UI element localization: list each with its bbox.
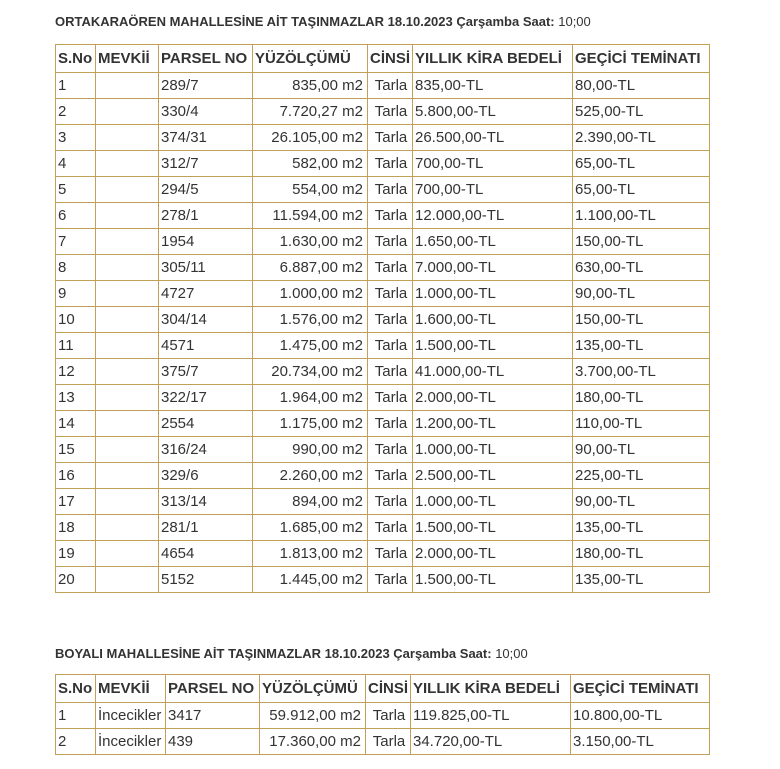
cell-mevkii [96, 515, 159, 541]
table-row [56, 229, 710, 255]
cell-parsel-no: 329/6 [159, 463, 253, 489]
cell-sno: 9 [56, 281, 96, 307]
cell-parsel-no: 374/31 [159, 125, 253, 151]
cell-parsel-no: 4654 [159, 541, 253, 567]
cell-parsel-no: 304/14 [159, 307, 253, 333]
cell-parsel-no: 322/17 [159, 385, 253, 411]
cell-gecici-teminat: 135,00-TL [573, 333, 710, 359]
table-row [56, 99, 710, 125]
cell-yuzolcumu: 6.887,00 m2 [253, 255, 368, 281]
cell-cinsi: Tarla [368, 333, 413, 359]
header-cinsi: CİNSİ [366, 675, 411, 703]
cell-gecici-teminat: 90,00-TL [573, 281, 710, 307]
cell-yuzolcumu: 1.175,00 m2 [253, 411, 368, 437]
cell-yillik-kira: 7.000,00-TL [413, 255, 573, 281]
cell-gecici-teminat: 80,00-TL [573, 73, 710, 99]
cell-mevkii [96, 229, 159, 255]
header-sno: S.No [56, 45, 96, 73]
cell-sno: 15 [56, 437, 96, 463]
cell-yillik-kira: 41.000,00-TL [413, 359, 573, 385]
ortakaraoren-table [55, 44, 710, 593]
cell-yuzolcumu: 7.720,27 m2 [253, 99, 368, 125]
boyali-table [55, 674, 710, 755]
table-row [56, 255, 710, 281]
cell-yuzolcumu: 20.734,00 m2 [253, 359, 368, 385]
cell-gecici-teminat: 65,00-TL [573, 177, 710, 203]
cell-gecici-teminat: 90,00-TL [573, 437, 710, 463]
header-cinsi: CİNSİ [368, 45, 413, 73]
cell-cinsi: Tarla [368, 151, 413, 177]
table-row [56, 567, 710, 593]
cell-mevkii [96, 463, 159, 489]
cell-sno: 5 [56, 177, 96, 203]
table-row [56, 463, 710, 489]
section-title-ortakaraoren [55, 14, 591, 29]
cell-cinsi: Tarla [368, 125, 413, 151]
cell-yillik-kira: 1.200,00-TL [413, 411, 573, 437]
cell-yuzolcumu: 1.000,00 m2 [253, 281, 368, 307]
table-row [56, 359, 710, 385]
cell-yuzolcumu: 990,00 m2 [253, 437, 368, 463]
cell-mevkii [96, 73, 159, 99]
cell-sno: 13 [56, 385, 96, 411]
section-title-time: 10;00 [491, 646, 528, 661]
cell-gecici-teminat: 135,00-TL [573, 567, 710, 593]
cell-mevkii [96, 489, 159, 515]
header-yillik-kira: YILLIK KİRA BEDELİ [413, 45, 573, 73]
cell-cinsi: Tarla [368, 73, 413, 99]
table-row [56, 125, 710, 151]
cell-cinsi: Tarla [368, 489, 413, 515]
header-parsel-no: PARSEL NO [166, 675, 260, 703]
cell-yillik-kira: 5.800,00-TL [413, 99, 573, 125]
cell-yillik-kira: 2.000,00-TL [413, 385, 573, 411]
section-title-main: ORTAKARAÖREN MAHALLESİNE AİT TAŞINMAZLAR 18.10.2023 Çarşamba Saat: [55, 14, 555, 29]
cell-mevkii [96, 541, 159, 567]
cell-yuzolcumu: 582,00 m2 [253, 151, 368, 177]
cell-gecici-teminat: 180,00-TL [573, 541, 710, 567]
cell-yillik-kira: 1.500,00-TL [413, 515, 573, 541]
table-row [56, 177, 710, 203]
cell-mevkii [96, 177, 159, 203]
cell-mevkii [96, 333, 159, 359]
cell-parsel-no: 4571 [159, 333, 253, 359]
cell-yuzolcumu: 1.445,00 m2 [253, 567, 368, 593]
cell-yillik-kira: 1.000,00-TL [413, 281, 573, 307]
cell-mevkii [96, 437, 159, 463]
cell-yillik-kira: 2.000,00-TL [413, 541, 573, 567]
header-yuzolcumu: YÜZÖLÇÜMÜ [253, 45, 368, 73]
cell-sno: 11 [56, 333, 96, 359]
cell-mevkii [96, 385, 159, 411]
cell-cinsi: Tarla [368, 437, 413, 463]
cell-gecici-teminat: 2.390,00-TL [573, 125, 710, 151]
table-header-row [56, 675, 710, 703]
cell-gecici-teminat: 110,00-TL [573, 411, 710, 437]
cell-mevkii [96, 281, 159, 307]
cell-cinsi: Tarla [368, 229, 413, 255]
cell-cinsi: Tarla [368, 307, 413, 333]
cell-yuzolcumu: 26.105,00 m2 [253, 125, 368, 151]
cell-sno: 2 [56, 99, 96, 125]
cell-sno: 3 [56, 125, 96, 151]
cell-cinsi: Tarla [368, 177, 413, 203]
cell-gecici-teminat: 3.700,00-TL [573, 359, 710, 385]
cell-mevkii [96, 255, 159, 281]
cell-parsel-no: 312/7 [159, 151, 253, 177]
cell-sno: 20 [56, 567, 96, 593]
cell-sno: 16 [56, 463, 96, 489]
cell-yillik-kira: 119.825,00-TL [411, 703, 571, 729]
cell-parsel-no: 305/11 [159, 255, 253, 281]
cell-yillik-kira: 1.000,00-TL [413, 437, 573, 463]
cell-cinsi: Tarla [368, 411, 413, 437]
cell-yillik-kira: 700,00-TL [413, 177, 573, 203]
section-title-time: 10;00 [554, 14, 591, 29]
table-row [56, 203, 710, 229]
cell-parsel-no: 2554 [159, 411, 253, 437]
cell-sno: 7 [56, 229, 96, 255]
header-sno: S.No [56, 675, 96, 703]
cell-sno: 2 [56, 729, 96, 755]
cell-gecici-teminat: 90,00-TL [573, 489, 710, 515]
cell-yillik-kira: 1.650,00-TL [413, 229, 573, 255]
table-row [56, 73, 710, 99]
cell-yuzolcumu: 1.685,00 m2 [253, 515, 368, 541]
cell-yillik-kira: 2.500,00-TL [413, 463, 573, 489]
cell-mevkii: İncecikler [96, 729, 166, 755]
cell-parsel-no: 1954 [159, 229, 253, 255]
table-row [56, 307, 710, 333]
cell-parsel-no: 4727 [159, 281, 253, 307]
cell-cinsi: Tarla [368, 281, 413, 307]
header-yuzolcumu: YÜZÖLÇÜMÜ [260, 675, 366, 703]
table-row [56, 515, 710, 541]
section-title-boyali [55, 646, 528, 661]
cell-yuzolcumu: 1.576,00 m2 [253, 307, 368, 333]
cell-yuzolcumu: 1.964,00 m2 [253, 385, 368, 411]
cell-yillik-kira: 1.000,00-TL [413, 489, 573, 515]
cell-yillik-kira: 12.000,00-TL [413, 203, 573, 229]
cell-yuzolcumu: 835,00 m2 [253, 73, 368, 99]
cell-parsel-no: 294/5 [159, 177, 253, 203]
cell-cinsi: Tarla [368, 463, 413, 489]
cell-sno: 17 [56, 489, 96, 515]
cell-yuzolcumu: 554,00 m2 [253, 177, 368, 203]
cell-mevkii [96, 567, 159, 593]
cell-mevkii [96, 125, 159, 151]
cell-yillik-kira: 34.720,00-TL [411, 729, 571, 755]
cell-cinsi: Tarla [368, 359, 413, 385]
cell-sno: 8 [56, 255, 96, 281]
cell-cinsi: Tarla [368, 99, 413, 125]
cell-parsel-no: 439 [166, 729, 260, 755]
cell-parsel-no: 330/4 [159, 99, 253, 125]
cell-cinsi: Tarla [368, 255, 413, 281]
cell-yillik-kira: 1.600,00-TL [413, 307, 573, 333]
header-yillik-kira: YILLIK KİRA BEDELİ [411, 675, 571, 703]
cell-yillik-kira: 26.500,00-TL [413, 125, 573, 151]
cell-yillik-kira: 700,00-TL [413, 151, 573, 177]
cell-mevkii: İncecikler [96, 703, 166, 729]
cell-sno: 1 [56, 703, 96, 729]
cell-mevkii [96, 307, 159, 333]
cell-yuzolcumu: 17.360,00 m2 [260, 729, 366, 755]
cell-cinsi: Tarla [368, 203, 413, 229]
cell-yuzolcumu: 1.813,00 m2 [253, 541, 368, 567]
table-row [56, 151, 710, 177]
cell-gecici-teminat: 630,00-TL [573, 255, 710, 281]
cell-gecici-teminat: 65,00-TL [573, 151, 710, 177]
cell-mevkii [96, 411, 159, 437]
cell-mevkii [96, 359, 159, 385]
cell-sno: 12 [56, 359, 96, 385]
cell-parsel-no: 316/24 [159, 437, 253, 463]
cell-parsel-no: 278/1 [159, 203, 253, 229]
cell-parsel-no: 313/14 [159, 489, 253, 515]
cell-parsel-no: 281/1 [159, 515, 253, 541]
cell-gecici-teminat: 1.100,00-TL [573, 203, 710, 229]
cell-parsel-no: 375/7 [159, 359, 253, 385]
cell-cinsi: Tarla [368, 515, 413, 541]
cell-cinsi: Tarla [368, 385, 413, 411]
cell-gecici-teminat: 525,00-TL [573, 99, 710, 125]
cell-gecici-teminat: 225,00-TL [573, 463, 710, 489]
table-row [56, 703, 710, 729]
cell-sno: 19 [56, 541, 96, 567]
cell-cinsi: Tarla [368, 541, 413, 567]
header-parsel-no: PARSEL NO [159, 45, 253, 73]
cell-cinsi: Tarla [368, 567, 413, 593]
cell-gecici-teminat: 135,00-TL [573, 515, 710, 541]
cell-yillik-kira: 1.500,00-TL [413, 333, 573, 359]
header-mevkii: MEVKİİ [96, 675, 166, 703]
cell-cinsi: Tarla [366, 729, 411, 755]
cell-mevkii [96, 99, 159, 125]
header-gecici-teminat: GEÇİCİ TEMİNATI [573, 45, 710, 73]
cell-gecici-teminat: 180,00-TL [573, 385, 710, 411]
table-row [56, 541, 710, 567]
table-row [56, 385, 710, 411]
table-row [56, 411, 710, 437]
table-row [56, 489, 710, 515]
table-row [56, 729, 710, 755]
header-mevkii: MEVKİİ [96, 45, 159, 73]
cell-sno: 1 [56, 73, 96, 99]
cell-yillik-kira: 1.500,00-TL [413, 567, 573, 593]
cell-yuzolcumu: 894,00 m2 [253, 489, 368, 515]
cell-gecici-teminat: 150,00-TL [573, 307, 710, 333]
cell-yuzolcumu: 59.912,00 m2 [260, 703, 366, 729]
cell-parsel-no: 5152 [159, 567, 253, 593]
cell-parsel-no: 3417 [166, 703, 260, 729]
table-row [56, 281, 710, 307]
section-title-main: BOYALI MAHALLESİNE AİT TAŞINMAZLAR 18.10.2023 Çarşamba Saat: [55, 646, 492, 661]
cell-yillik-kira: 835,00-TL [413, 73, 573, 99]
header-gecici-teminat: GEÇİCİ TEMİNATI [571, 675, 710, 703]
cell-mevkii [96, 203, 159, 229]
cell-parsel-no: 289/7 [159, 73, 253, 99]
cell-yuzolcumu: 2.260,00 m2 [253, 463, 368, 489]
cell-sno: 14 [56, 411, 96, 437]
table-header-row [56, 45, 710, 73]
cell-gecici-teminat: 10.800,00-TL [571, 703, 710, 729]
cell-sno: 10 [56, 307, 96, 333]
table-row [56, 437, 710, 463]
cell-yuzolcumu: 1.630,00 m2 [253, 229, 368, 255]
cell-cinsi: Tarla [366, 703, 411, 729]
cell-yuzolcumu: 1.475,00 m2 [253, 333, 368, 359]
cell-sno: 18 [56, 515, 96, 541]
table-row [56, 333, 710, 359]
cell-yuzolcumu: 11.594,00 m2 [253, 203, 368, 229]
cell-mevkii [96, 151, 159, 177]
cell-gecici-teminat: 150,00-TL [573, 229, 710, 255]
cell-gecici-teminat: 3.150,00-TL [571, 729, 710, 755]
cell-sno: 4 [56, 151, 96, 177]
cell-sno: 6 [56, 203, 96, 229]
